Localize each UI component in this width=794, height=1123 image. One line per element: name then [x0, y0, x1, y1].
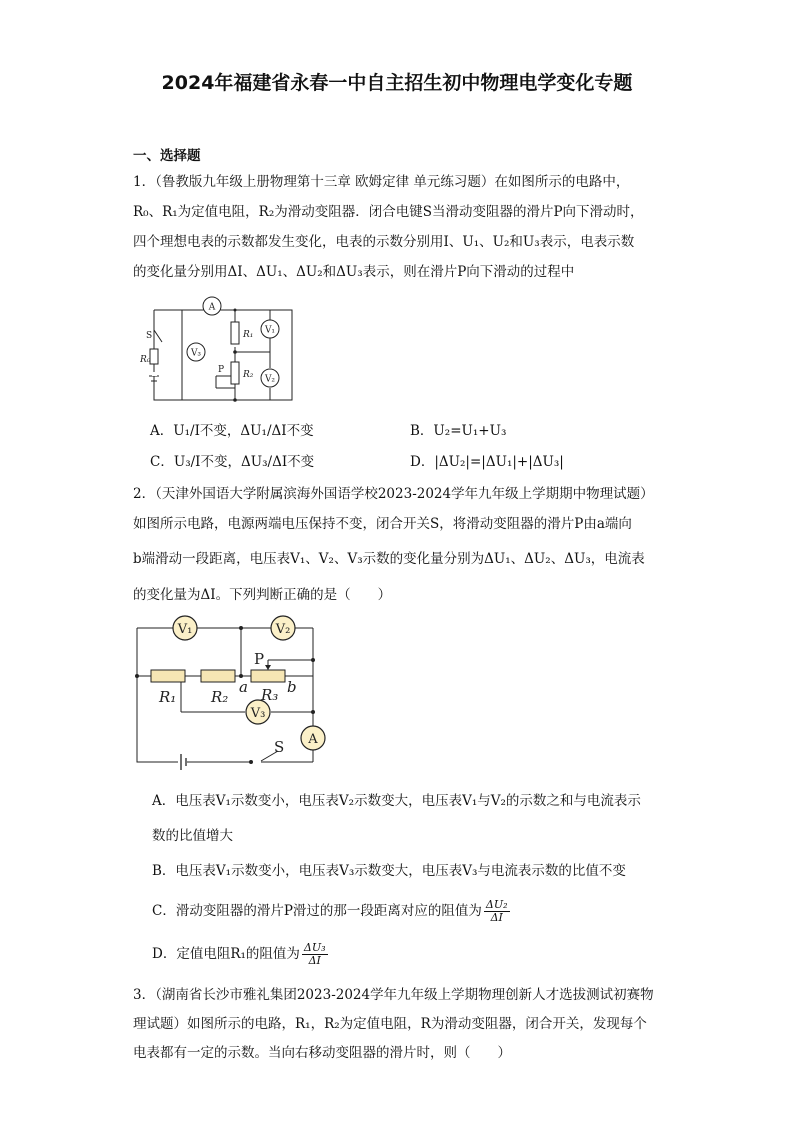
q2-option-d-denominator: ΔI: [308, 954, 321, 967]
q2-option-d-numerator: ΔU₃: [303, 941, 326, 954]
q1-option-c: C．U₃/I不变，ΔU₃/ΔI不变: [150, 454, 315, 470]
q1-r2-label: R₂: [243, 370, 254, 380]
q2-v3-label: V₃: [250, 706, 266, 721]
q1-circuit-diagram: [140, 292, 300, 410]
q1-slider-label: P: [218, 365, 225, 375]
section-heading: 一、选择题: [133, 148, 201, 164]
q1-option-b: B．U₂=U₁+U₃: [410, 423, 507, 439]
q2-line-1: 2．（天津外国语大学附属滨海外国语学校2023-2024学年九年级上学期期中物理试题）: [133, 486, 654, 502]
q2-r3-label: R₃: [261, 686, 279, 704]
q1-v3-label: V₃: [190, 348, 202, 359]
q1-line-4: 的变化量分别用ΔI、ΔU₁、ΔU₂和ΔU₃表示，则在滑片P向下滑动的过程中: [133, 264, 575, 280]
q2-option-b: B．电压表V₁示数变小，电压表V₃示数变大，电压表V₃与电流表示数的比值不变: [152, 863, 626, 879]
q2-option-d-fraction: [302, 942, 328, 967]
q2-option-c-fraction: [484, 899, 510, 924]
q2-line-2: 如图所示电路，电源两端电压保持不变，闭合开关S，将滑动变阻器的滑片P由a端向: [133, 516, 632, 532]
q1-option-a: A．U₁/I不变，ΔU₁/ΔI不变: [150, 423, 314, 439]
q1-switch-label: S: [146, 331, 153, 341]
q2-slider-label: P: [254, 650, 265, 668]
q1-v1-label: V₁: [264, 325, 276, 336]
q1-v2-label: V₂: [264, 374, 276, 385]
q2-option-d-text: D．定值电阻R₁的阻值为: [152, 946, 300, 962]
q2-option-a-line-1: A．电压表V₁示数变小，电压表V₂示数变大，电压表V₁与V₂的示数之和与电流表示: [152, 793, 641, 809]
q2-circuit-diagram: [133, 614, 333, 774]
q2-ammeter-label: A: [308, 732, 318, 747]
q3-line-3: 电表都有一定的示数。当向右移动变阻器的滑片时，则（ ）: [133, 1045, 511, 1061]
q2-line-4: 的变化量为ΔI。下列判断正确的是（ ）: [133, 587, 392, 603]
q1-option-d: D．|ΔU₂|=|ΔU₁|+|ΔU₃|: [410, 454, 564, 470]
q1-line-2: R₀、R₁为定值电阻，R₂为滑动变阻器．闭合电键S当滑动变阻器的滑片P向下滑动时，: [133, 204, 644, 220]
q2-v2-label: V₂: [275, 622, 291, 637]
q3-line-1: 3．（湖南省长沙市雅礼集团2023-2024学年九年级上学期物理创新人才选拔测试初赛物: [133, 987, 654, 1003]
q2-r2-label: R₂: [211, 688, 229, 706]
q2-switch-label: S: [274, 738, 285, 756]
q1-ammeter-label: A: [208, 302, 216, 313]
q2-option-c-denominator: ΔI: [490, 911, 503, 924]
q2-option-c-text: C．滑动变阻器的滑片P滑过的那一段距离对应的阻值为: [152, 903, 482, 919]
q3-line-2: 理试题）如图所示的电路，R₁，R₂为定值电阻，R为滑动变阻器，闭合开关，发现每个: [133, 1016, 647, 1032]
q2-v1-label: V₁: [177, 622, 193, 637]
q2-b-terminal-label: b: [287, 678, 297, 696]
q2-option-a-line-2: 数的比值增大: [152, 828, 233, 844]
page-title: 2024年福建省永春一中自主招生初中物理电学变化专题: [161, 72, 633, 94]
q1-line-1: 1．（鲁教版九年级上册物理第十三章 欧姆定律 单元练习题）在如图所示的电路中，: [133, 174, 630, 190]
q2-option-d: [152, 942, 328, 967]
q2-line-3: b端滑动一段距离，电压表V₁、V₂、V₃示数的变化量分别为ΔU₁、ΔU₂、ΔU₃，电流表: [133, 551, 645, 567]
q1-r1-label: R₁: [243, 330, 254, 340]
q2-r1-label: R₁: [159, 688, 177, 706]
q1-line-3: 四个理想电表的示数都发生变化，电表的示数分别用I、U₁、U₂和U₃表示，电表示数: [133, 234, 635, 250]
q2-option-c-numerator: ΔU₂: [485, 898, 508, 911]
q2-option-c: [152, 899, 510, 924]
q1-r0-label: R₀: [140, 355, 151, 365]
q2-a-terminal-label: a: [239, 678, 248, 696]
